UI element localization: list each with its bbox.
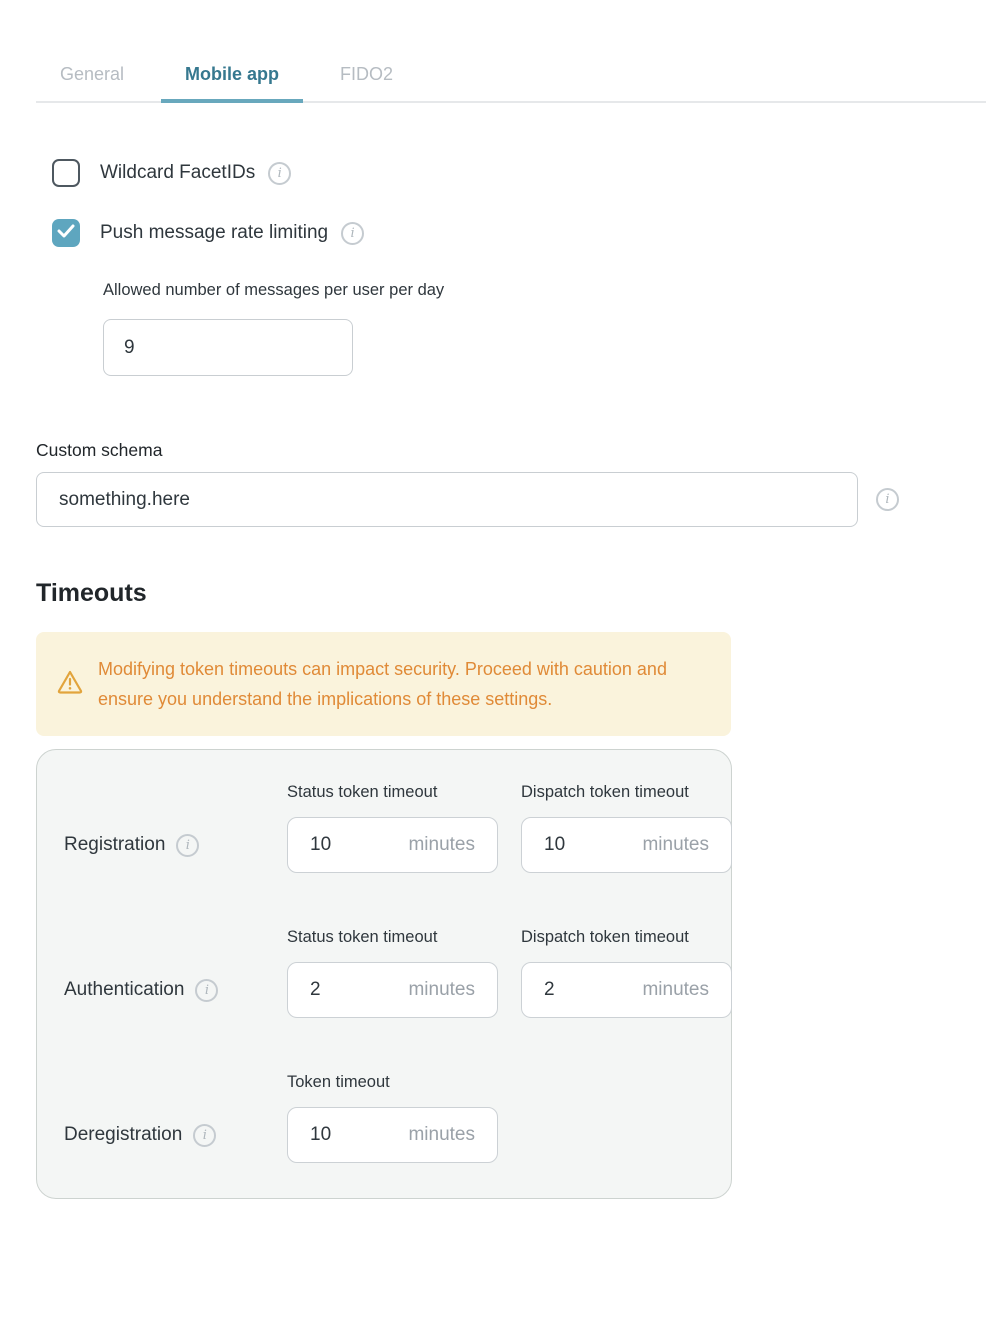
custom-schema-block (36, 440, 986, 527)
registration-dispatch-input-box (521, 817, 732, 873)
registration-label-cell (64, 817, 264, 873)
status-token-timeout-label: Status token timeout (287, 928, 438, 946)
authentication-status-input-box (287, 962, 498, 1018)
rate-limit-block (103, 281, 986, 376)
push-rate-limiting-label: Push message rate limiting (100, 222, 329, 243)
push-rate-limiting-row (52, 219, 986, 247)
authentication-row (64, 928, 709, 1018)
tab-mobile-app[interactable]: Mobile app (161, 48, 303, 101)
authentication-status-field (287, 928, 498, 1018)
authentication-status-input[interactable] (310, 979, 390, 1001)
deregistration-label: Deregistration (64, 1124, 183, 1145)
unit-label: minutes (408, 979, 475, 1000)
info-icon[interactable]: i (193, 1124, 216, 1147)
wildcard-facetids-row (52, 159, 986, 187)
tab-general[interactable]: General (60, 64, 125, 84)
info-icon[interactable]: i (195, 979, 218, 1002)
tab-bar (36, 48, 986, 103)
timeouts-panel (36, 749, 732, 1199)
deregistration-row (64, 1073, 705, 1163)
info-icon[interactable]: i (341, 222, 364, 245)
registration-dispatch-input[interactable] (544, 834, 624, 856)
registration-status-input[interactable] (310, 834, 390, 856)
unit-label: minutes (642, 834, 709, 855)
deregistration-token-input-box (287, 1107, 498, 1163)
rate-limit-input[interactable] (103, 319, 353, 376)
wildcard-facetids-label: Wildcard FacetIDs (100, 162, 256, 183)
info-icon[interactable]: i (176, 834, 199, 857)
rate-limit-label: Allowed number of messages per user per day (103, 281, 445, 299)
unit-label: minutes (408, 1124, 475, 1145)
dispatch-token-timeout-label: Dispatch token timeout (521, 783, 689, 801)
authentication-label: Authentication (64, 979, 185, 1000)
mobile-app-options (52, 159, 986, 376)
registration-row (64, 783, 709, 873)
info-icon[interactable]: i (268, 162, 291, 185)
tab-fido2[interactable]: FIDO2 (340, 64, 394, 84)
token-timeout-label: Token timeout (287, 1073, 390, 1091)
authentication-dispatch-input-box (521, 962, 732, 1018)
custom-schema-input[interactable] (36, 472, 858, 527)
push-rate-limiting-checkbox[interactable] (52, 219, 80, 247)
dispatch-token-timeout-label: Dispatch token timeout (521, 928, 689, 946)
registration-status-field (287, 783, 498, 873)
registration-dispatch-field (521, 783, 732, 873)
timeouts-warning-banner (36, 632, 731, 736)
authentication-dispatch-input[interactable] (544, 979, 624, 1001)
settings-page (0, 48, 986, 1199)
unit-label: minutes (408, 834, 475, 855)
wildcard-facetids-checkbox[interactable] (52, 159, 80, 187)
checkmark-icon (57, 224, 75, 243)
warning-triangle-icon (56, 669, 84, 700)
authentication-dispatch-field (521, 928, 732, 1018)
deregistration-token-input[interactable] (310, 1124, 390, 1146)
registration-status-input-box (287, 817, 498, 873)
deregistration-token-field (287, 1073, 498, 1163)
timeouts-warning-text: Modifying token timeouts can impact security. Proceed with caution and ensure you understand the implications of these settings. (98, 659, 667, 709)
custom-schema-label: Custom schema (36, 440, 163, 460)
authentication-label-cell (64, 962, 264, 1018)
status-token-timeout-label: Status token timeout (287, 783, 438, 801)
timeouts-heading: Timeouts (36, 579, 147, 607)
unit-label: minutes (642, 979, 709, 1000)
info-icon[interactable]: i (876, 488, 899, 511)
deregistration-label-cell (64, 1107, 264, 1163)
registration-label: Registration (64, 834, 166, 855)
